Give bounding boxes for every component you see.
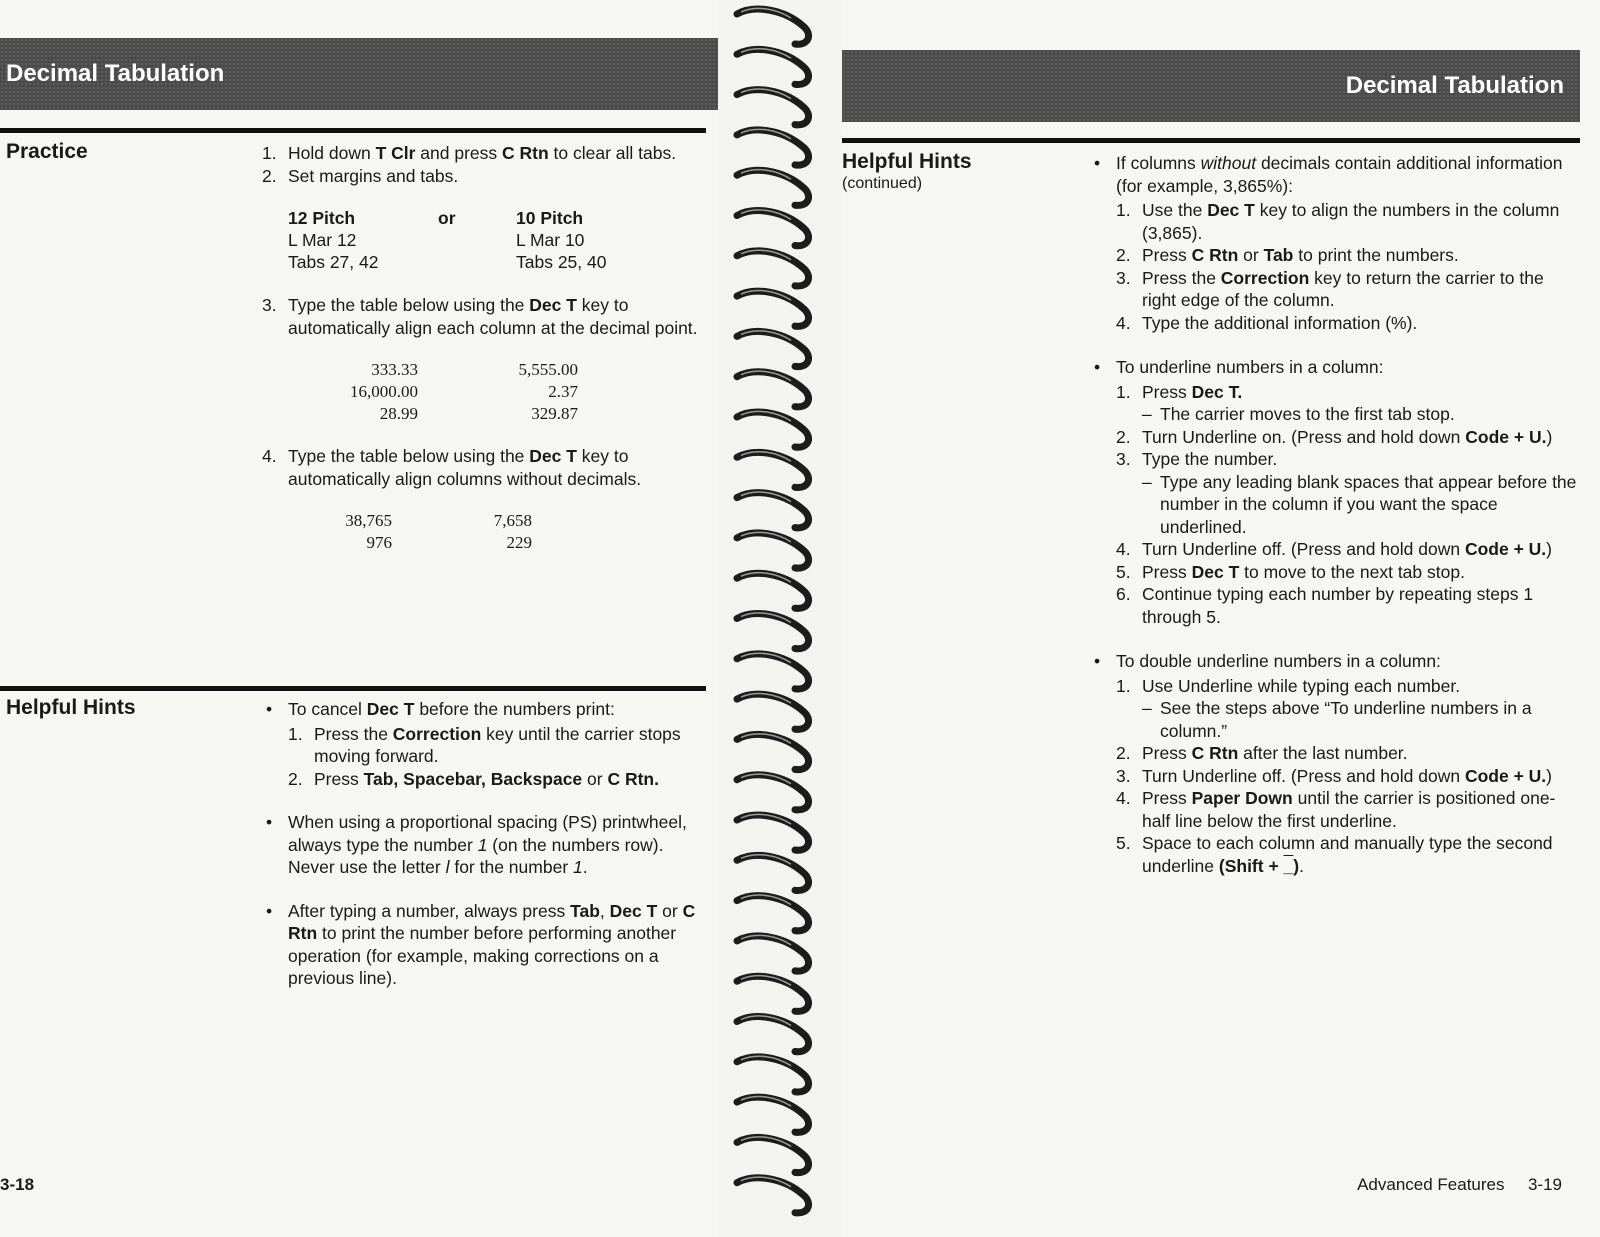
spiral-coil [737, 412, 809, 447]
spiral-coil [737, 533, 809, 568]
spiral-coils [737, 8, 809, 1212]
hint-double-underline-step-3: 3. Turn Underline off. (Press and hold down Code + U.) [1116, 765, 1552, 786]
pitch-or: or [438, 208, 456, 228]
spiral-coil [737, 1057, 809, 1092]
page-header-banner [842, 50, 1580, 122]
decimal-cell: 333.33 [371, 360, 418, 379]
integer-cell: 976 [366, 533, 392, 552]
spiral-coil [737, 654, 809, 689]
hint-cancel-intro: To cancel Dec T before the numbers print: [288, 699, 615, 719]
pitch-10-heading: 10 Pitch [516, 208, 584, 228]
pitch-10-margin: L Mar 10 [516, 230, 585, 250]
spiral-coil [737, 211, 809, 246]
spiral-coil [737, 372, 809, 407]
hint-underline: • To underline numbers in a column: 1. Press Dec T. – The carrier moves to the first tab stop. 2. Turn Underline on. (Press and hold down Code + U.) 3. Type the number. – Type any leading blank spaces that appear before the number in the column if you want the space underlined. 4. Turn Underline off. (Press and hold down Code + U.) 5. Press Dec T to move to the next tab stop. 6. Continue typing each number by repeating steps 1 through 5. [1090, 356, 1580, 628]
hint-underline-step-5: 5. Press Dec T to move to the next tab stop. [1116, 561, 1465, 582]
practice-steps [262, 142, 707, 554]
practice-step-1: 1. Hold down T Clr and press C Rtn to clear all tabs. [262, 143, 677, 163]
spiral-coil [737, 130, 809, 165]
right-page [842, 0, 1600, 1237]
spiral-coil [737, 976, 809, 1011]
footer-section-name: Advanced Features [1357, 1175, 1505, 1194]
spiral-coil [737, 493, 809, 528]
pitch-12-tabs: Tabs 27, 42 [288, 252, 379, 272]
hint-after-typing: • After typing a number, always press Tab, Dec T or C Rtn to print the number before performing another operation (for example, making corrections on a previous line). [262, 900, 707, 990]
spiral-coil [737, 694, 809, 729]
page-header-banner [0, 38, 718, 110]
spiral-coil [737, 90, 809, 125]
spiral-coil [737, 1138, 809, 1173]
practice-title: Practice [6, 140, 88, 163]
decimal-cell: 16,000.00 [350, 382, 418, 401]
spiral-coil [737, 251, 809, 286]
hint-underline-step-1: 1. Press Dec T. – The carrier moves to the first tab stop. [1116, 381, 1580, 426]
helpful-hints-title: Helpful Hints [6, 696, 136, 719]
section-rule [0, 128, 706, 133]
hint-underline-step-6: 6. Continue typing each number by repeating steps 1 through 5. [1116, 584, 1534, 627]
page-header-title: Decimal Tabulation [1345, 72, 1564, 99]
pitch-table [288, 207, 606, 273]
decimal-table [308, 359, 578, 425]
hint-double-underline-step-2: 2. Press C Rtn after the last number. [1116, 743, 1408, 763]
hint-double-underline-step-4: 4. Press Paper Down until the carrier is positioned one-half line below the first underline. [1116, 788, 1556, 831]
practice-step-3-text: Type the table below using the Dec T key to automatically align each column at the decimal point. [288, 295, 698, 338]
helpful-hints-subtitle: (continued) [842, 175, 923, 192]
hint-additional-info-step-2: 2. Press C Rtn or Tab to print the numbers. [1116, 245, 1459, 265]
spiral-coil [737, 855, 809, 890]
page-footer-right [1357, 1175, 1562, 1195]
practice-step-1-text: Hold down T Clr and press C Rtn to clear all tabs. [288, 143, 677, 163]
spiral-coil [737, 1097, 809, 1132]
spiral-coil [737, 49, 809, 84]
hint-cancel-step-1: 1. Press the Correction key until the carrier stops moving forward. [288, 723, 681, 766]
section-rule [0, 686, 706, 691]
practice-step-2-text: Set margins and tabs. [288, 165, 459, 186]
integer-cell: 38,765 [345, 511, 392, 530]
practice-step-4-text: Type the table below using the Dec T key to automatically align columns without decimals. [288, 446, 642, 489]
hint-cancel-dec-t [262, 698, 707, 790]
hint-underline-step-4: 4. Turn Underline off. (Press and hold down Code + U.) [1116, 539, 1552, 559]
integer-cell: 229 [506, 533, 532, 552]
pitch-10-tabs: Tabs 25, 40 [516, 252, 607, 272]
spiral-coil [737, 896, 809, 931]
hint-cancel-step-2: 2. Press Tab, Spacebar, Backspace or C Rtn. [288, 768, 659, 789]
spiral-coil [737, 573, 809, 608]
page-number-left: 3-18 [0, 1175, 35, 1194]
practice-step-3: 3. Type the table below using the Dec T key to automatically align each column at the decimal point. 333.33 5,555.00 16,000.00 2.37 28.99 329.87 [262, 295, 698, 423]
page-header-title: Decimal Tabulation [6, 60, 225, 87]
helpful-hints-title: Helpful Hints [842, 150, 972, 173]
integer-table [308, 510, 532, 554]
pitch-12-heading: 12 Pitch [288, 208, 356, 228]
hint-underline-step-3-note: – Type any leading blank spaces that appear before the number in the column if you want the space underlined. [1142, 471, 1580, 539]
practice-step-4: 4. Type the table below using the Dec T key to automatically align columns without decimals. 38,765 7,658 976 229 [262, 446, 642, 552]
decimal-cell: 329.87 [531, 404, 578, 423]
spiral-coil [737, 452, 809, 487]
spiral-coil [737, 775, 809, 810]
decimal-cell: 28.99 [379, 404, 418, 423]
practice-step-2: 2. Set margins and tabs. 12 Pitch or 10 Pitch L Mar 12 L Mar 10 Tabs 27, 42 Tabs 25, 40 [262, 165, 607, 272]
hints-list [1090, 152, 1580, 877]
spiral-coil [737, 735, 809, 770]
spiral-coil [737, 170, 809, 205]
spiral-coil [737, 936, 809, 971]
spiral-binding [725, 0, 835, 1237]
spiral-coil [737, 815, 809, 850]
hints-list [262, 698, 707, 990]
spiral-coil [737, 332, 809, 367]
decimal-cell: 5,555.00 [518, 360, 578, 379]
hint-double-underline-step-1: 1. Use Underline while typing each number. – See the steps above “To underline numbers in a column.” [1116, 675, 1580, 743]
spiral-coil [737, 1017, 809, 1052]
hint-underline-step-2: 2. Turn Underline on. (Press and hold down Code + U.) [1116, 426, 1553, 447]
hint-additional-info-step-3: 3. Press the Correction key to return the carrier to the right edge of the column. [1116, 267, 1544, 310]
hint-proportional-spacing: • When using a proportional spacing (PS) printwheel, always type the number 1 (on the numbers row). Never use the letter l for the number 1. [262, 811, 707, 879]
left-page [0, 0, 718, 1237]
hint-additional-info-step-4: 4. Type the additional information (%). [1116, 312, 1418, 333]
hint-additional-info-step-1: 1. Use the Dec T key to align the numbers in the column (3,865). [1116, 200, 1560, 243]
spiral-coil [737, 614, 809, 649]
hint-underline-step-3: 3. Type the number. – Type any leading blank spaces that appear before the number in the column if you want the space underlined. [1116, 448, 1580, 538]
hint-double-underline: • To double underline numbers in a column: 1. Use Underline while typing each number. – See the steps above “To underline numbers in a column.” 2. Press C Rtn after the last number. 3. Turn Underline off. (Press and hold down Code + U.) 4. Press Paper Down until the carrier is positioned one-half line below the first underline. 5. Space to each column and manually type the second underline (Shift + _). [1090, 650, 1580, 877]
hint-double-underline-step-1-note: – See the steps above “To underline numbers in a column.” [1142, 697, 1580, 742]
decimal-cell: 2.37 [548, 382, 578, 401]
spiral-coil [737, 9, 809, 44]
integer-cell: 7,658 [493, 511, 532, 530]
pitch-12-margin: L Mar 12 [288, 230, 357, 250]
hint-underline-step-1-note: – The carrier moves to the first tab stop. [1142, 403, 1580, 426]
spiral-coil [737, 291, 809, 326]
hint-additional-info: • If columns without decimals contain additional information (for example, 3,865%): 1. Use the Dec T key to align the numbers in the column (3,865). 2. Press C Rtn or Tab to print the numbers. 3. Press the Correction key to return the carrier to the right edge of the column. 4. Type the additional information (%). [1090, 152, 1580, 334]
hint-double-underline-step-5: 5. Space to each column and manually type the second underline (Shift + _). [1116, 833, 1553, 876]
page-number-right: 3-19 [1527, 1175, 1562, 1194]
spiral-coil [737, 1178, 809, 1213]
section-rule [842, 138, 1580, 143]
